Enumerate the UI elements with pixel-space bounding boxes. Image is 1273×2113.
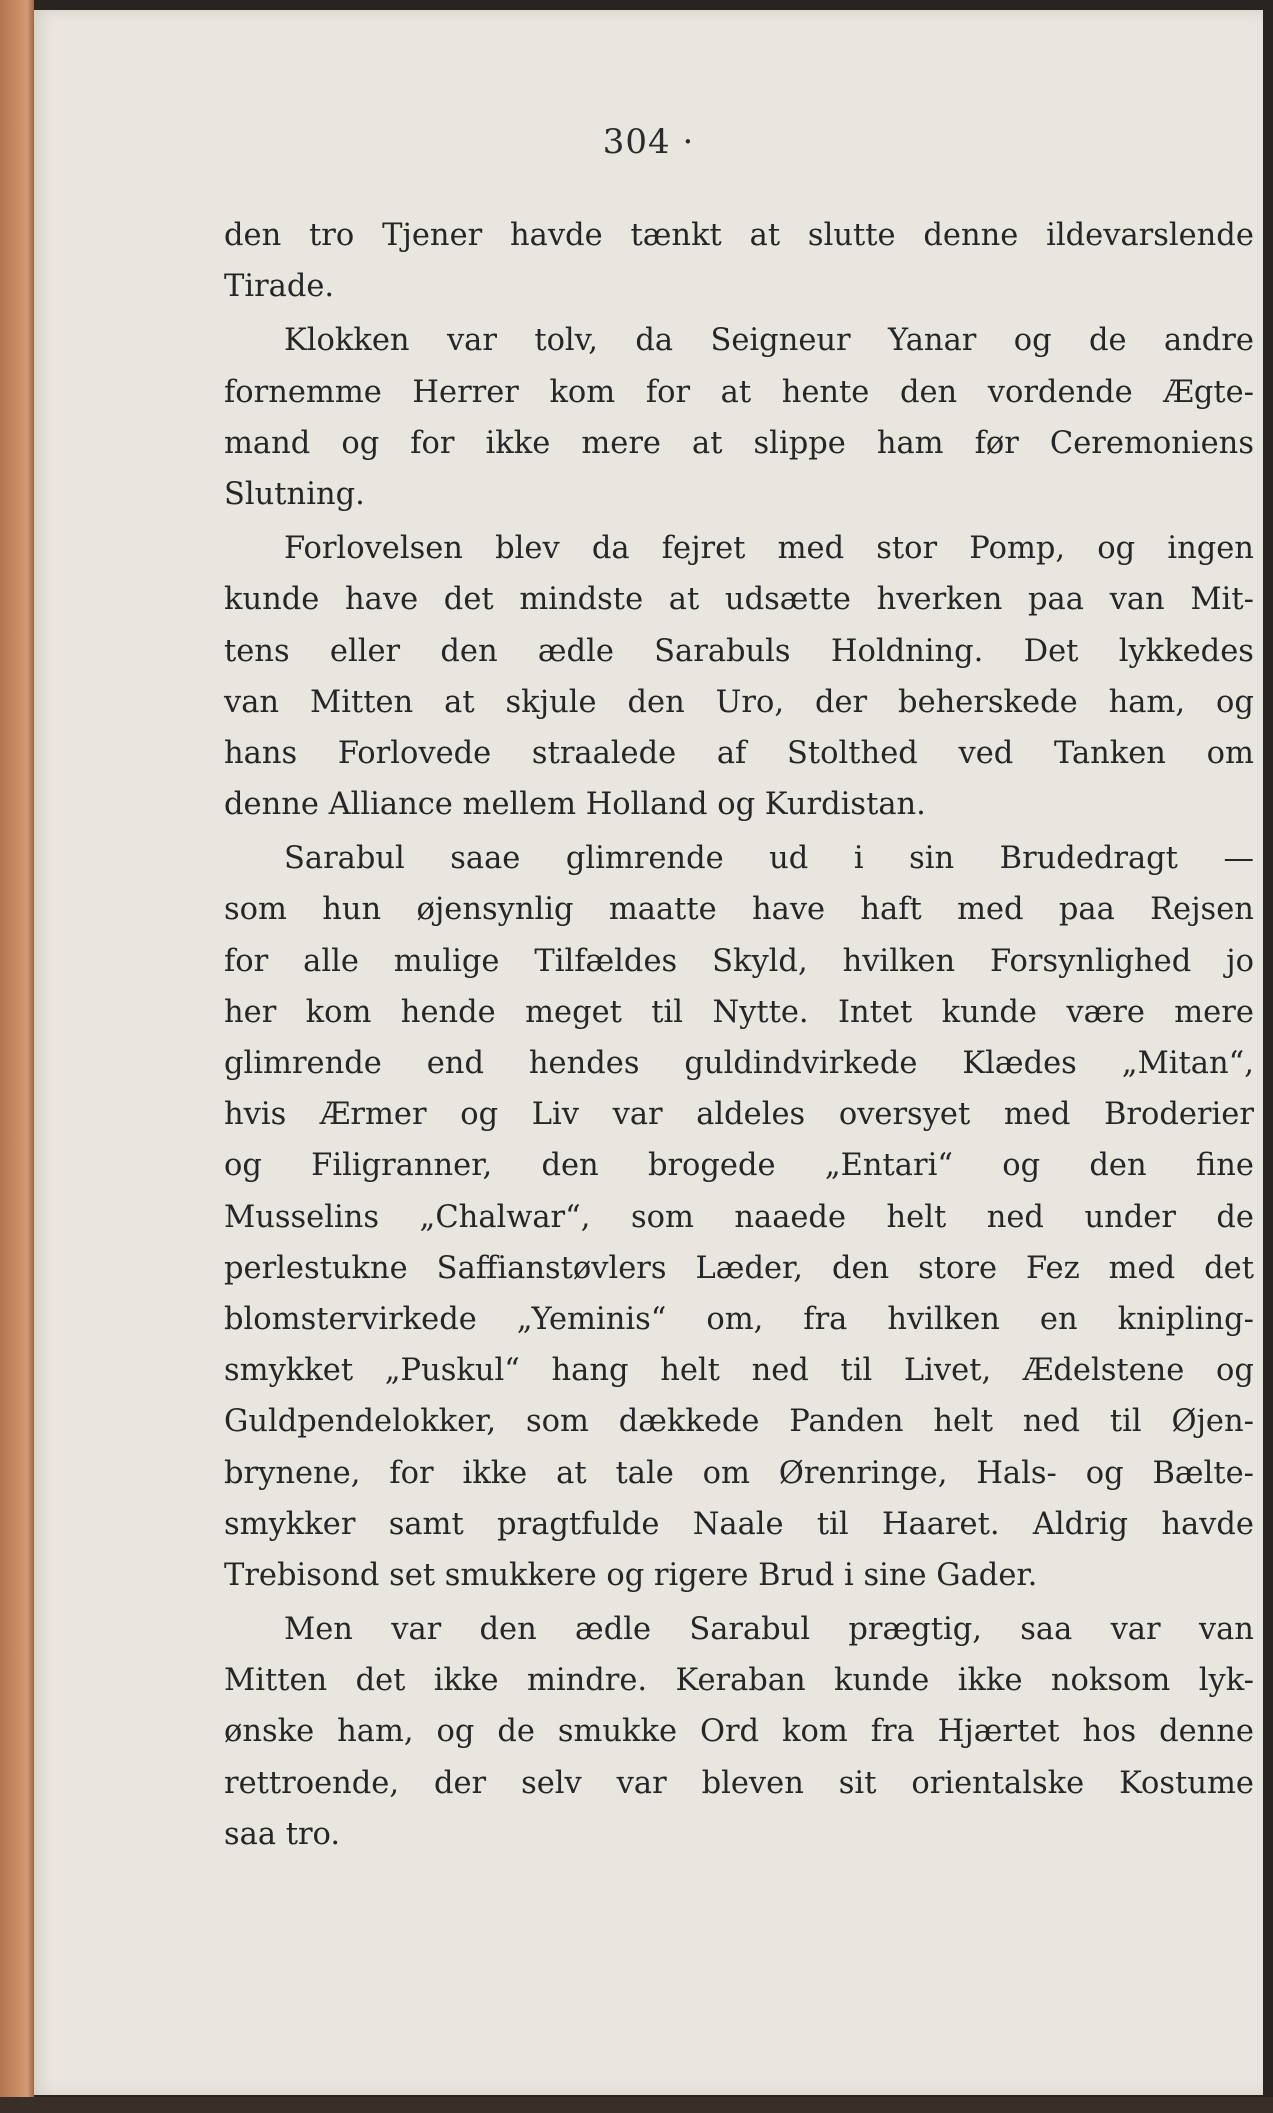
text-line: saa tro. <box>224 1816 341 1852</box>
text-line: rettroende, der selv var bleven sit orientalske Kostume <box>224 1765 1254 1801</box>
body-text <box>224 210 1254 1860</box>
text-line: perlestukne Saffianstøvlers Læder, den store Fez med det <box>224 1250 1254 1286</box>
text-line: fornemme Herrer kom for at hente den vordende Ægte- <box>224 374 1254 410</box>
text-line: den tro Tjener havde tænkt at slutte denne ildevarslende <box>224 218 1254 253</box>
text-line: Slutning. <box>224 476 365 512</box>
text-line: Musselins „Chalwar“, som naaede helt ned under de <box>224 1199 1254 1235</box>
text-line: tens eller den ædle Sarabuls Holdning. Det lykkedes <box>224 633 1254 669</box>
paragraph <box>224 1604 1254 1860</box>
text-line: Trebisond set smukkere og rigere Brud i sine Gader. <box>224 1557 1038 1593</box>
text-line: Tirade. <box>224 269 335 305</box>
text-line: van Mitten at skjule den Uro, der beherskede ham, og <box>224 684 1254 720</box>
text-line: ønske ham, og de smukke Ord kom fra Hjærtet hos denne <box>224 1714 1254 1750</box>
book-spine-edge <box>0 0 34 2113</box>
paragraph <box>224 210 1254 312</box>
text-line: Klokken var tolv, da Seigneur Yanar og de andre <box>284 323 1254 359</box>
paragraph <box>224 315 1254 520</box>
text-line: som hun øjensynlig maatte have haft med paa Rejsen <box>224 892 1254 928</box>
text-line: hans Forlovede straalede af Stolthed ved Tanken om <box>224 735 1254 771</box>
paragraph <box>224 523 1254 830</box>
text-line: her kom hende meget til Nytte. Intet kunde være mere <box>224 994 1254 1030</box>
text-line: smykket „Puskul“ hang helt ned til Livet, Ædelstene og <box>224 1353 1254 1389</box>
text-line: brynene, for ikke at tale om Ørenringe, Hals- og Bælte- <box>224 1455 1254 1491</box>
text-line: og Filigranner, den brogede „Entari“ og den fine <box>224 1148 1254 1184</box>
text-line: Guldpendelokker, som dækkede Panden helt ned til Øjen- <box>224 1404 1254 1440</box>
text-line: denne Alliance mellem Holland og Kurdistan. <box>224 787 926 823</box>
bottom-edge <box>0 2097 1273 2113</box>
text-line: for alle mulige Tilfældes Skyld, hvilken Forsynlighed jo <box>224 943 1254 979</box>
text-line: Mitten det ikke mindre. Keraban kunde ikke noksom lyk- <box>224 1663 1254 1699</box>
text-line: kunde have det mindste at udsætte hverken paa van Mit- <box>224 582 1254 618</box>
text-line: Sarabul saae glimrende ud i sin Brudedragt — <box>284 841 1254 877</box>
text-line: hvis Ærmer og Liv var aldeles oversyet med Broderier <box>224 1097 1254 1133</box>
text-line: Men var den ædle Sarabul prægtig, saa var van <box>284 1612 1254 1648</box>
text-line: blomstervirkede „Yeminis“ om, fra hvilken en knipling- <box>224 1301 1254 1337</box>
text-line: Forlovelsen blev da fejret med stor Pomp, og ingen <box>284 531 1254 567</box>
page-number: 304 · <box>602 122 695 162</box>
book-page <box>34 10 1263 2095</box>
text-line: mand og for ikke mere at slippe ham før Ceremoniens <box>224 425 1254 461</box>
text-line: glimrende end hendes guldindvirkede Klædes „Mitan“, <box>224 1046 1254 1081</box>
paragraph <box>224 833 1254 1601</box>
text-line: smykker samt pragtfulde Naale til Haaret. Aldrig havde <box>224 1506 1254 1542</box>
